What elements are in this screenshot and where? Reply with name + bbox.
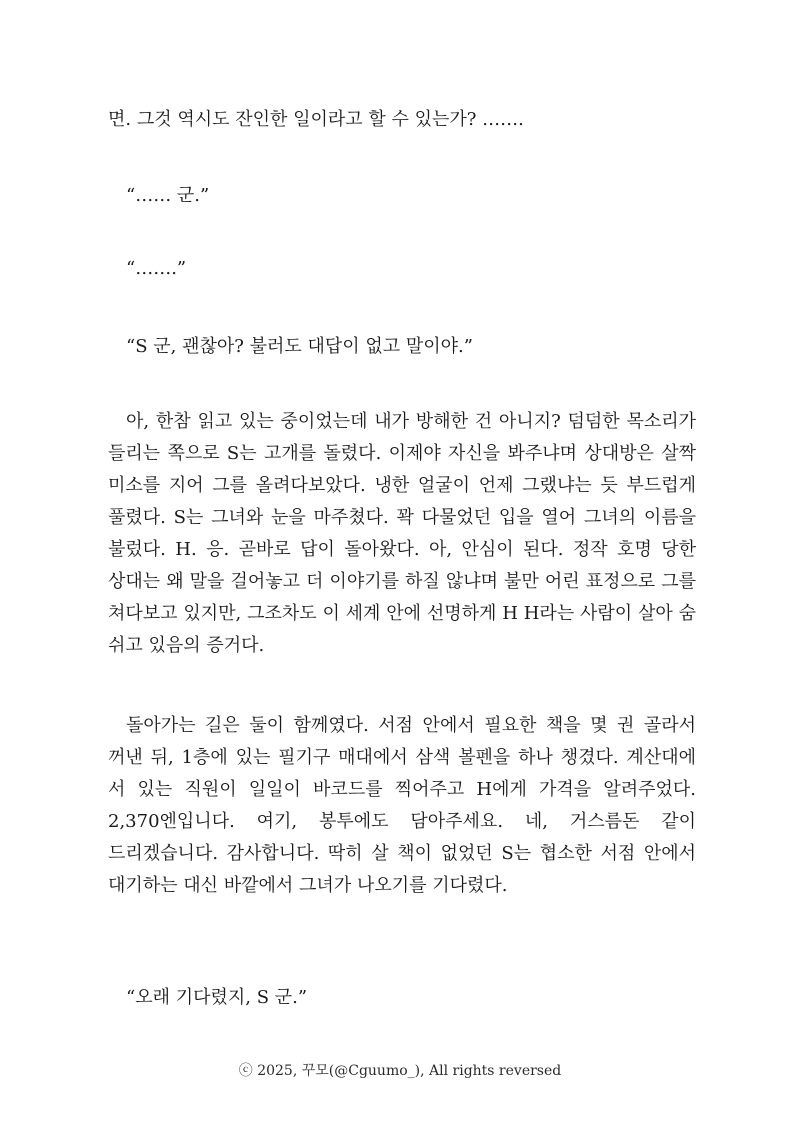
narrative-paragraph: 돌아가는 길은 둘이 함께였다. 서점 안에서 필요한 책을 몇 권 골라서 꺼낸 뒤, 1층에 있는 필기구 매대에서 삼색 볼펜을 하나 챙겼다. 계산대에 서 있는 직원이 일일이 바코드를 찍어주고 H에게 가격을 알려주었다. 2,370엔입니다. 여기, 봉투에도 담아주세요. 네, 거스름돈 같이 드리겠습니다. 감사합니다. 딱히 살 책이 없었던 S는 협소한 서점 안에서 대기하는 대신 바깥에서 그녀가 나오기를 기다렸다. xyxy=(108,715,696,896)
paragraph-continuation: 면. 그것 역시도 잔인한 일이라고 할 수 있는가? ……. xyxy=(108,109,524,130)
dialogue-line: “…….” xyxy=(126,258,187,279)
dialogue-line: “S 군, 괜찮아? 불러도 대답이 없고 말이야.” xyxy=(126,336,473,357)
dialogue-line: “…… 군.” xyxy=(126,185,210,206)
narrative-paragraph: 아, 한참 읽고 있는 중이었는데 내가 방해한 건 아니지? 덤덤한 목소리가 들리는 쪽으로 S는 고개를 돌렸다. 이제야 자신을 봐주냐며 상대방은 살짝 미소를 지어 그를 올려다보았다. 냉한 얼굴이 언제 그랬냐는 듯 부드럽게 풀렸다. S는 그녀와 눈을 마주쳤다. 꽉 다물었던 입을 열어 그녀의 이름을 불렀다. H. 응. 곧바로 답이 돌아왔다. 아, 안심이 된다. 정작 호명 당한 상대는 왜 말을 걸어놓고 더 이야기를 하질 않냐며 불만 어린 표정으로 그를 쳐다보고 있지만, 그조차도 이 세계 안에 선명하게 H H라는 사람이 살아 숨 쉬고 있음의 증거다. xyxy=(108,411,696,656)
copyright-footer: ⓒ 2025, 꾸모(@Cguumo_), All rights reversed xyxy=(238,1063,562,1079)
dialogue-line: “오래 기다렸지, S 군.” xyxy=(126,987,308,1008)
